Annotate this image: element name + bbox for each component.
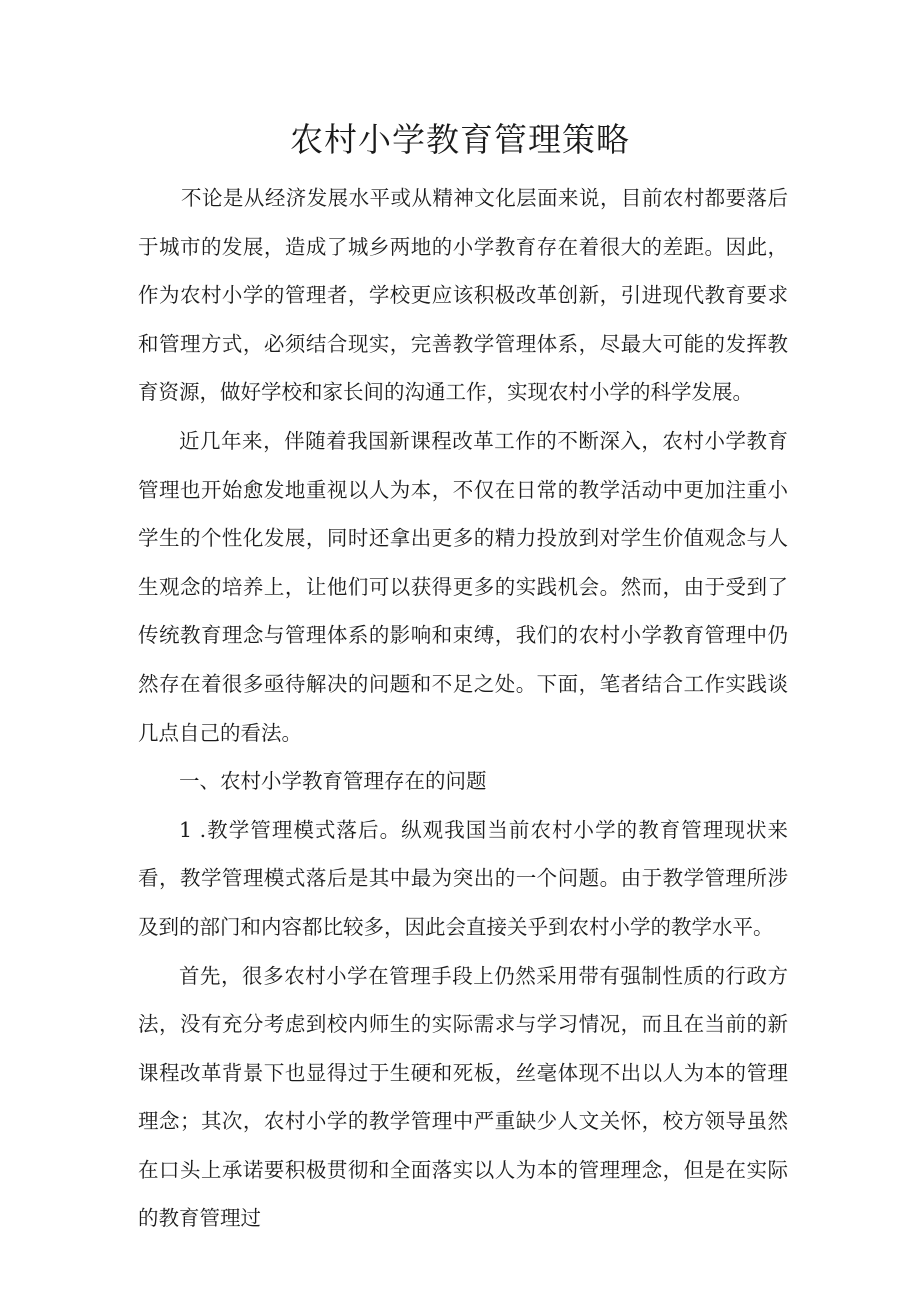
paragraph-details: 首先，很多农村小学在管理手段上仍然采用带有强制性质的行政方法，没有充分考虑到校内师生的实际需求与学习情况，而且在当前的新课程改革背景下也显得过于生硬和死板，丝毫体现不出以人为本的管理理念；其次，农村小学的教学管理中严重缺少人文关怀，校方领导虽然在口头上承诺要积极贯彻和全面落实以人为本的管理理念，但是在实际的教育管理过	[138, 963, 788, 1231]
paragraph-intro: 不论是从经济发展水平或从精神文化层面来说，目前农村都要落后于城市的发展，造成了城乡两地的小学教育存在着很大的差距。因此，作为农村小学的管理者，学校更应该积极改革创新，引进现代教育要求和管理方式，必须结合现实，完善教学管理体系，尽最大可能的发挥教育资源，做好学校和家长间的沟通工作，实现农村小学的科学发展。	[138, 186, 788, 405]
paragraph-point-1: 1 .教学管理模式落后。纵观我国当前农村小学的教育管理现状来看，教学管理模式落后是其中最为突出的一个问题。由于教学管理所涉及到的部门和内容都比较多，因此会直接关乎到农村小学的教学水平。	[138, 817, 788, 939]
section-heading-problems: 一、农村小学教育管理存在的问题	[179, 769, 487, 794]
document-body	[138, 174, 788, 1243]
document-title: 农村小学教育管理策略	[290, 120, 630, 159]
paragraph-background: 近几年来，伴随着我国新课程改革工作的不断深入，农村小学教育管理也开始愈发地重视以人为本，不仅在日常的教学活动中更加注重小学生的个性化发展，同时还拿出更多的精力投放到对学生价值观念与人生观念的培养上，让他们可以获得更多的实践机会。然而，由于受到了传统教育理念与管理体系的影响和束缚，我们的农村小学教育管理中仍然存在着很多亟待解决的问题和不足之处。下面，笔者结合工作实践谈几点自己的看法。	[138, 428, 788, 745]
